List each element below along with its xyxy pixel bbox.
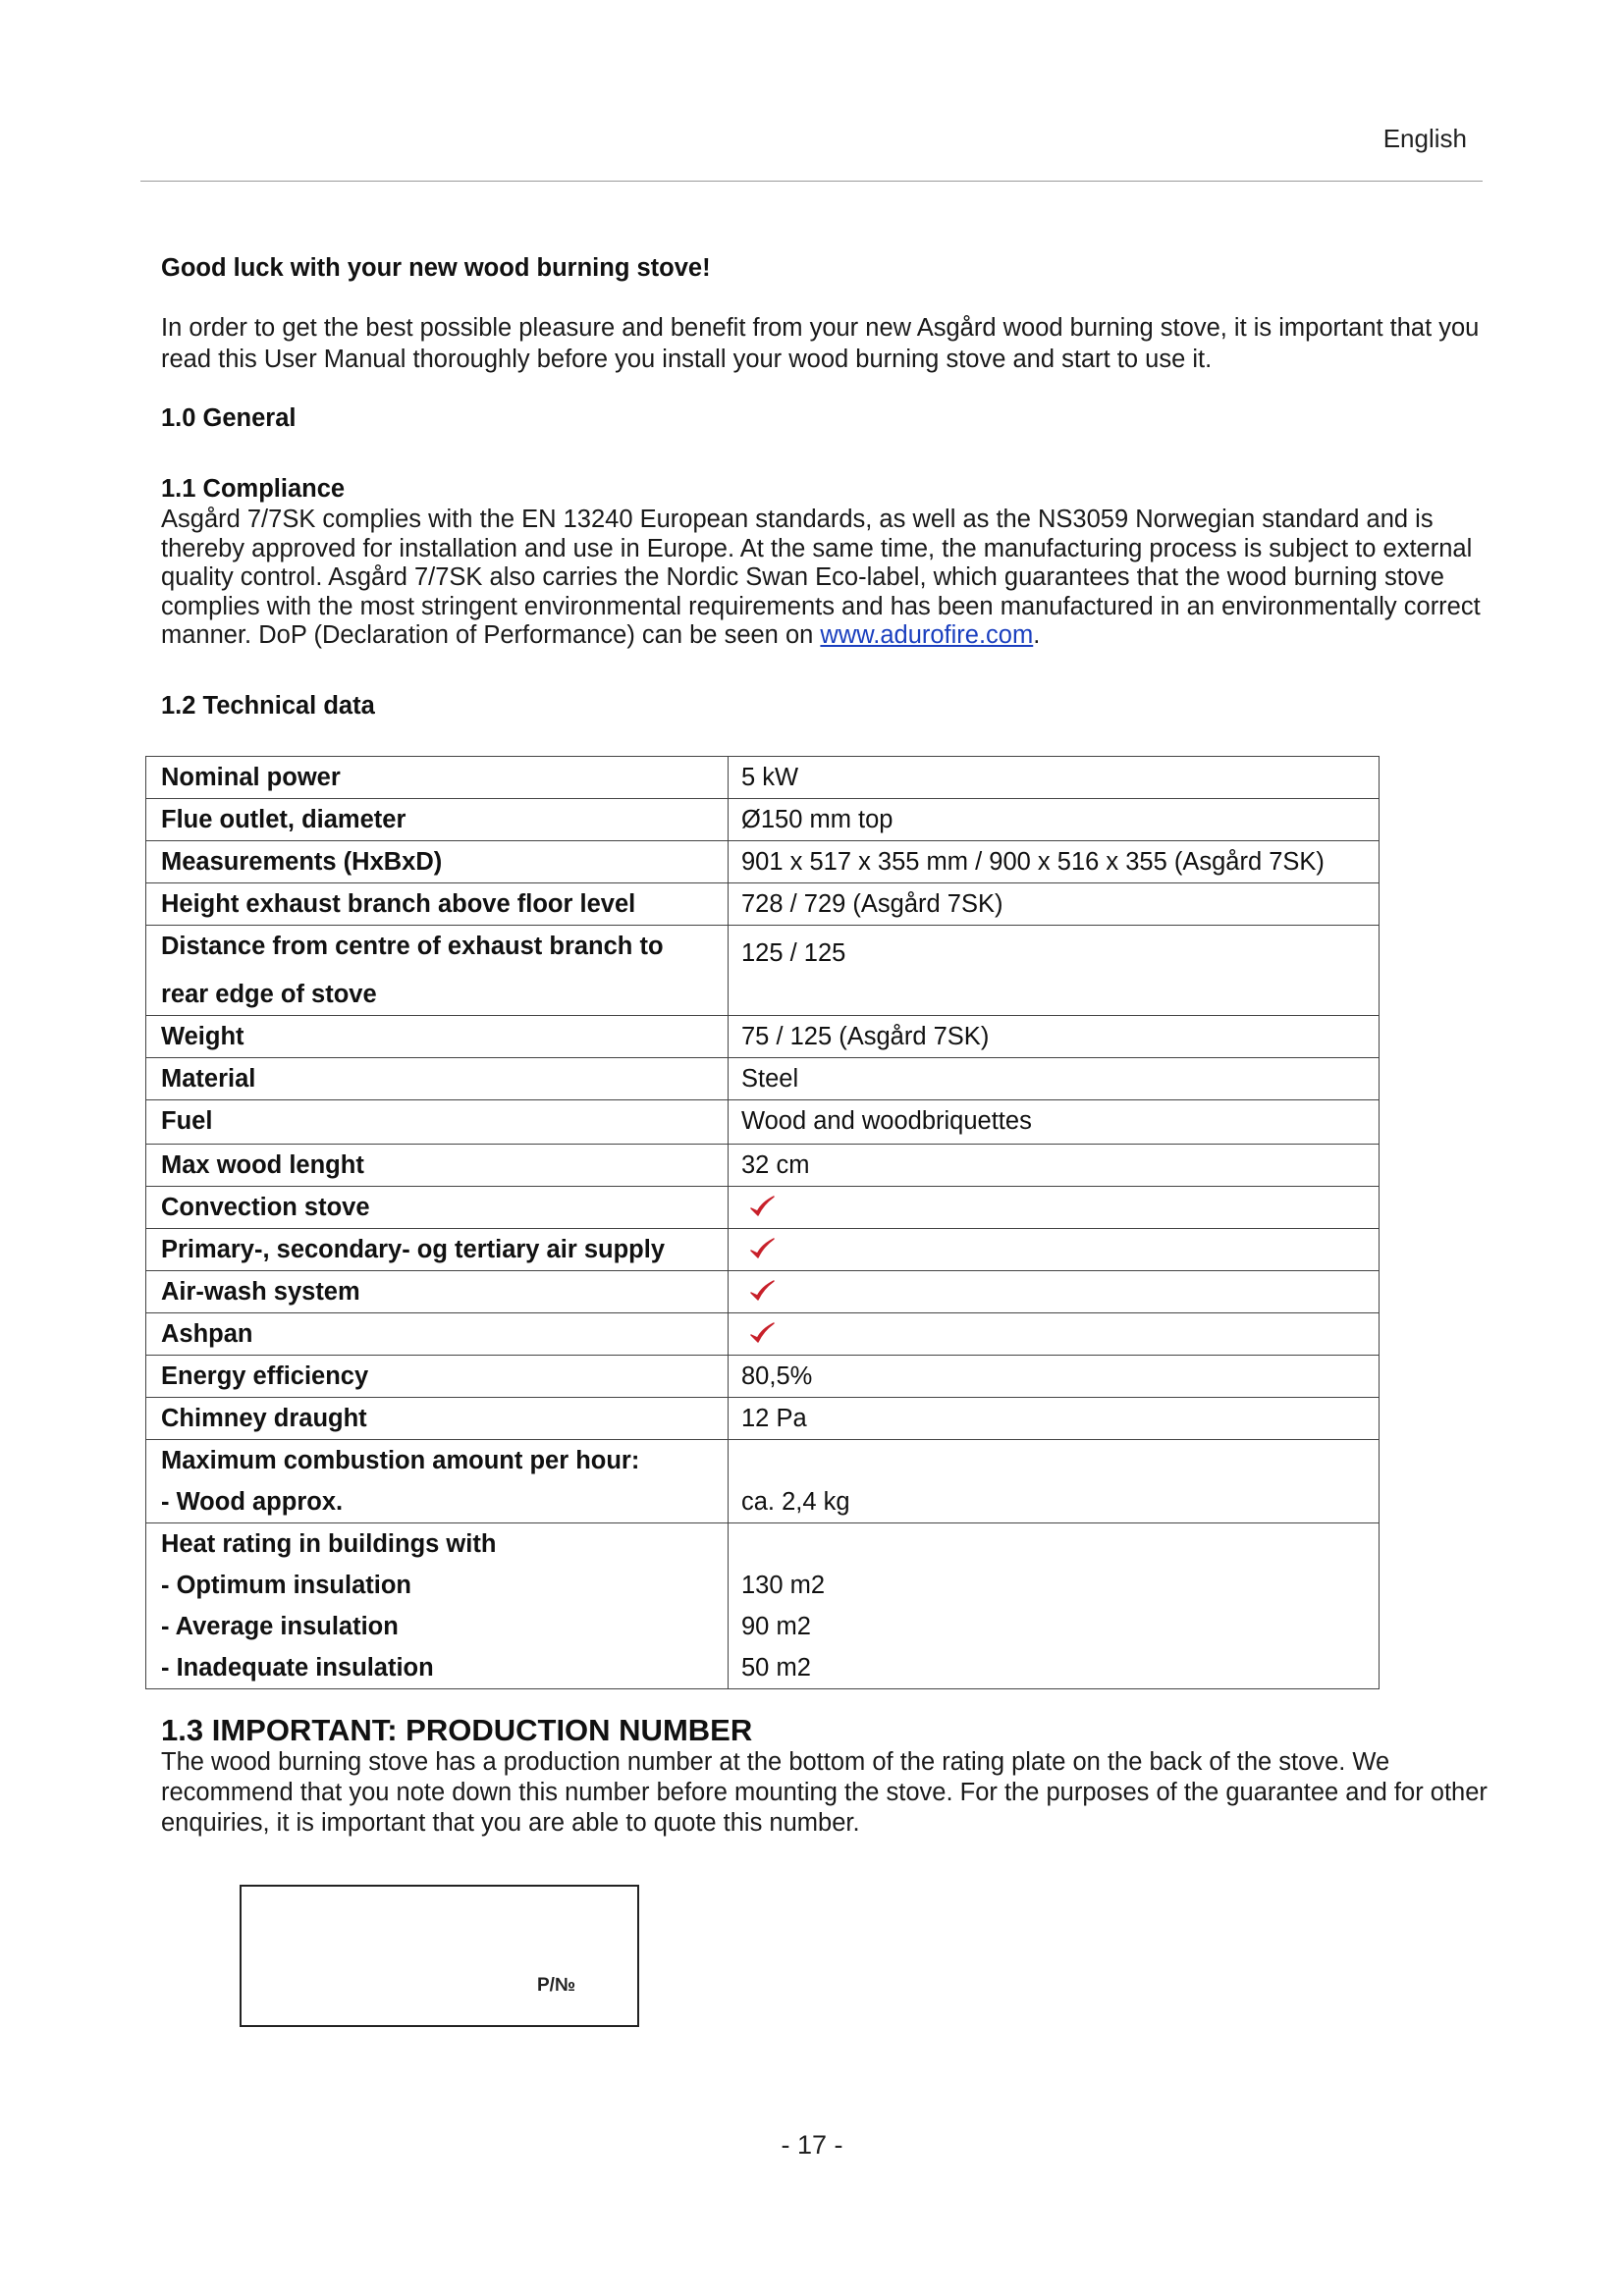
table-row xyxy=(146,883,1380,926)
compliance-text: Asgård 7/7SK complies with the EN 13240 European standards, as well as the NS3059 Norwegian standard and is thereby approved for installation and use in Europe. At the same time, the manufacturing process is subject to external quality control. Asgård 7/7SK also carries the Nordic Swan Eco-label, which guarantees that the wood burning stove complies with the most stringent environmental requirements and has been manufactured in an environmentally correct manner. DoP (Declaration of Performance) can be seen on xyxy=(161,506,1481,649)
spec-value: 130 m2 90 m2 50 m2 xyxy=(729,1523,1380,1689)
spec-value: ca. 2,4 kg xyxy=(729,1440,1380,1523)
spec-label: Convection stove xyxy=(146,1187,729,1229)
spec-value: Steel xyxy=(729,1058,1380,1100)
table-row xyxy=(146,1523,1380,1689)
section-production-body: The wood burning stove has a production number at the bottom of the rating plate on the back of the stove. We recommend that you note down this number before mounting the stove. For the purposes of the guarantee and for other enquiries, it is important that you are able to quote this number. xyxy=(161,1748,1488,1837)
checkmark-icon xyxy=(747,1277,777,1307)
technical-data-table xyxy=(145,756,1380,1689)
table-row xyxy=(146,926,1380,1016)
table-row xyxy=(146,1271,1380,1313)
spec-value xyxy=(729,1229,1380,1271)
section-general-title: 1.0 General xyxy=(161,404,297,432)
spec-label: Energy efficiency xyxy=(146,1356,729,1398)
spec-value xyxy=(729,1187,1380,1229)
section-compliance-body xyxy=(161,506,1489,651)
spec-value: 32 cm xyxy=(729,1145,1380,1187)
table-row xyxy=(146,1440,1380,1523)
spec-label: Fuel xyxy=(146,1100,729,1145)
table-row xyxy=(146,1058,1380,1100)
spec-label: Air-wash system xyxy=(146,1271,729,1313)
page-number: - 17 - xyxy=(781,2130,843,2160)
spec-value: 12 Pa xyxy=(729,1398,1380,1440)
table-row xyxy=(146,1145,1380,1187)
header-divider xyxy=(140,181,1483,182)
spec-label: Measurements (HxBxD) xyxy=(146,841,729,883)
spec-label: Max wood lenght xyxy=(146,1145,729,1187)
greeting-heading: Good luck with your new wood burning stove! xyxy=(161,254,711,282)
checkmark-icon xyxy=(747,1235,777,1264)
compliance-text-end: . xyxy=(1033,621,1041,649)
spec-label: Nominal power xyxy=(146,757,729,799)
production-number-box xyxy=(240,1885,639,2027)
spec-label: Chimney draught xyxy=(146,1398,729,1440)
table-row xyxy=(146,1229,1380,1271)
spec-value: 728 / 729 (Asgård 7SK) xyxy=(729,883,1380,926)
spec-label: Maximum combustion amount per hour: - Wood approx. xyxy=(146,1440,729,1523)
spec-label: Flue outlet, diameter xyxy=(146,799,729,841)
spec-value: 901 x 517 x 355 mm / 900 x 516 x 355 (Asgård 7SK) xyxy=(729,841,1380,883)
checkmark-icon xyxy=(747,1319,777,1349)
table-row xyxy=(146,1356,1380,1398)
section-technical-title: 1.2 Technical data xyxy=(161,692,375,720)
spec-label: Weight xyxy=(146,1016,729,1058)
spec-value: 75 / 125 (Asgård 7SK) xyxy=(729,1016,1380,1058)
spec-label: Height exhaust branch above floor level xyxy=(146,883,729,926)
spec-value xyxy=(729,1313,1380,1356)
table-row xyxy=(146,841,1380,883)
spec-label: Primary-, secondary- og tertiary air supply xyxy=(146,1229,729,1271)
checkmark-icon xyxy=(747,1193,777,1222)
spec-value: Wood and woodbriquettes xyxy=(729,1100,1380,1145)
spec-label: Material xyxy=(146,1058,729,1100)
production-number-label: P/№ xyxy=(537,1975,576,1996)
table-row xyxy=(146,1187,1380,1229)
spec-value: 125 / 125 xyxy=(729,926,1380,1016)
spec-value xyxy=(729,1271,1380,1313)
spec-label: Distance from centre of exhaust branch to rear edge of stove xyxy=(146,926,729,1016)
dop-link[interactable]: www.adurofire.com xyxy=(820,621,1034,649)
table-row xyxy=(146,1398,1380,1440)
spec-value: 80,5% xyxy=(729,1356,1380,1398)
spec-value: 5 kW xyxy=(729,757,1380,799)
table-row xyxy=(146,1016,1380,1058)
table-row xyxy=(146,1100,1380,1145)
spec-value: Ø150 mm top xyxy=(729,799,1380,841)
table-row xyxy=(146,1313,1380,1356)
intro-paragraph: In order to get the best possible pleasure and benefit from your new Asgård wood burning stove, it is important that you read this User Manual thoroughly before you install your wood burning stove and start to use it. xyxy=(161,314,1480,373)
section-production-title: 1.3 IMPORTANT: PRODUCTION NUMBER xyxy=(161,1713,753,1747)
table-row xyxy=(146,799,1380,841)
spec-label: Ashpan xyxy=(146,1313,729,1356)
section-compliance-title: 1.1 Compliance xyxy=(161,475,346,503)
table-row xyxy=(146,757,1380,799)
header-language: English xyxy=(1382,124,1467,153)
spec-label: Heat rating in buildings with - Optimum insulation - Average insulation - Inadequate insulation xyxy=(146,1523,729,1689)
